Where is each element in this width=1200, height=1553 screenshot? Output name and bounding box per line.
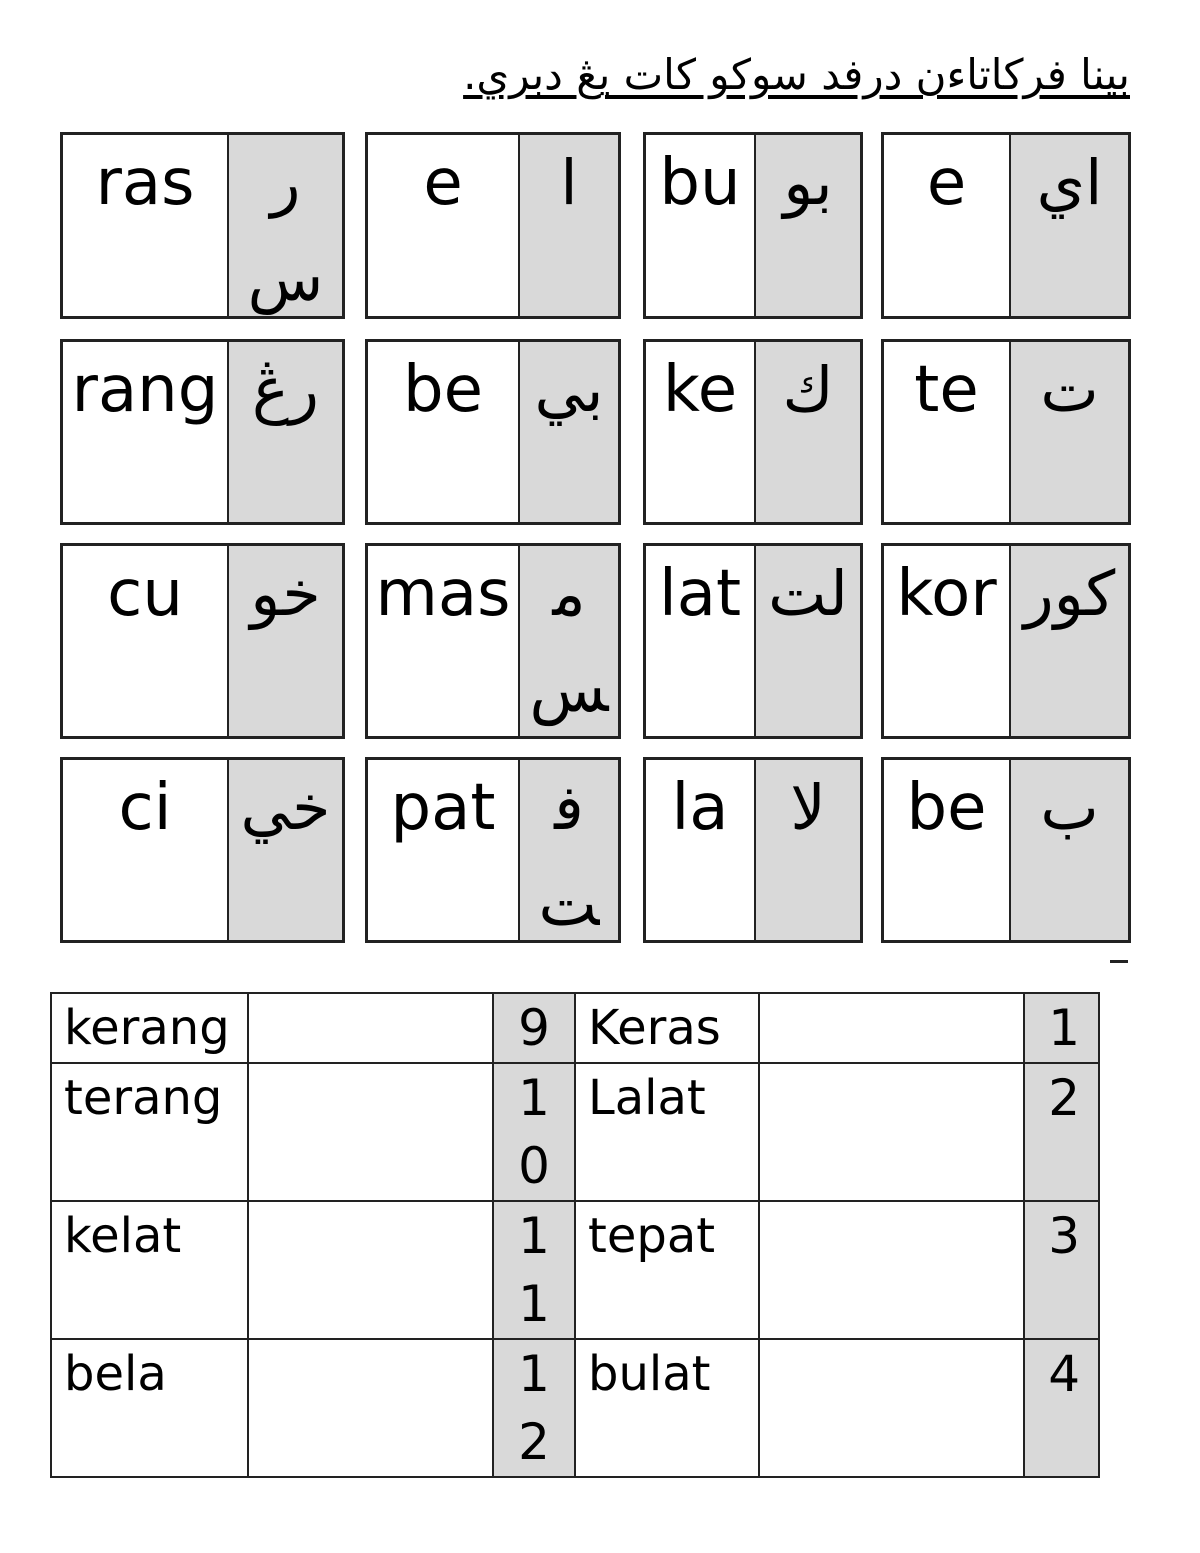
syllable-card (643, 757, 863, 943)
syllable-card (881, 339, 1131, 525)
right-word: bulat (575, 1339, 759, 1477)
syllable-jawi: فت (520, 760, 618, 940)
syllable-row (60, 543, 1132, 739)
syllable-card (60, 543, 345, 739)
syllable-card (365, 339, 621, 525)
separator-dash (1110, 960, 1128, 963)
syllable-rumi: e (368, 135, 520, 316)
syllable-jawi: لا (756, 760, 860, 940)
left-number: 12 (493, 1339, 575, 1477)
right-answer-blank[interactable] (759, 1339, 1024, 1477)
syllable-jawi: ا (520, 135, 618, 316)
word-answer-table (50, 992, 1100, 1478)
right-answer-blank[interactable] (759, 1063, 1024, 1201)
syllable-card (365, 757, 621, 943)
right-number: 4 (1024, 1339, 1099, 1477)
right-word: tepat (575, 1201, 759, 1339)
table-row (51, 993, 1099, 1063)
syllable-rumi: rang (63, 342, 229, 522)
syllable-card (365, 543, 621, 739)
right-number: 1 (1024, 993, 1099, 1063)
left-answer-blank[interactable] (248, 1339, 493, 1477)
syllable-rumi: e (884, 135, 1011, 316)
syllable-rumi: te (884, 342, 1011, 522)
syllable-rumi: ras (63, 135, 229, 316)
right-word: Keras (575, 993, 759, 1063)
left-word: kelat (51, 1201, 248, 1339)
syllable-rumi: mas (368, 546, 520, 736)
syllable-rumi: cu (63, 546, 229, 736)
syllable-rumi: ci (63, 760, 229, 940)
syllable-row (60, 757, 1132, 943)
syllable-jawi: رس (229, 135, 342, 316)
syllable-card (60, 339, 345, 525)
syllable-card (643, 132, 863, 319)
left-number: 11 (493, 1201, 575, 1339)
left-number: 9 (493, 993, 575, 1063)
syllable-grid (60, 132, 1132, 942)
syllable-row (60, 132, 1132, 319)
syllable-jawi: بي (520, 342, 618, 522)
table-row (51, 1063, 1099, 1201)
table-row (51, 1339, 1099, 1477)
left-answer-blank[interactable] (248, 1201, 493, 1339)
syllable-card (60, 132, 345, 319)
syllable-card (643, 339, 863, 525)
syllable-rumi: be (884, 760, 1011, 940)
syllable-rumi: la (646, 760, 756, 940)
syllable-row (60, 339, 1132, 525)
syllable-jawi: رڠ (229, 342, 342, 522)
table-row (51, 1201, 1099, 1339)
right-answer-blank[interactable] (759, 1201, 1024, 1339)
syllable-rumi: kor (884, 546, 1011, 736)
syllable-jawi: اي (1011, 135, 1128, 316)
left-word: bela (51, 1339, 248, 1477)
syllable-rumi: lat (646, 546, 756, 736)
left-number: 10 (493, 1063, 575, 1201)
syllable-rumi: be (368, 342, 520, 522)
syllable-jawi: بو (756, 135, 860, 316)
left-word: kerang (51, 993, 248, 1063)
right-number: 3 (1024, 1201, 1099, 1339)
syllable-jawi: ت (1011, 342, 1128, 522)
left-answer-blank[interactable] (248, 1063, 493, 1201)
syllable-jawi: ك (756, 342, 860, 522)
syllable-card (881, 132, 1131, 319)
syllable-jawi: خي (229, 760, 342, 940)
syllable-rumi: bu (646, 135, 756, 316)
syllable-jawi: خو (229, 546, 342, 736)
syllable-jawi: كور (1011, 546, 1128, 736)
syllable-card (881, 543, 1131, 739)
syllable-card (60, 757, 345, 943)
syllable-card (365, 132, 621, 319)
syllable-jawi: لت (756, 546, 860, 736)
syllable-jawi: ب (1011, 760, 1128, 940)
syllable-card (643, 543, 863, 739)
syllable-rumi: pat (368, 760, 520, 940)
right-number: 2 (1024, 1063, 1099, 1201)
right-answer-blank[interactable] (759, 993, 1024, 1063)
left-word: terang (51, 1063, 248, 1201)
right-word: Lalat (575, 1063, 759, 1201)
syllable-jawi: مس (520, 546, 618, 736)
syllable-card (881, 757, 1131, 943)
syllable-rumi: ke (646, 342, 756, 522)
left-answer-blank[interactable] (248, 993, 493, 1063)
page-title: بينا فركاتاءن درفد سوكو كات يڠ دبري. (463, 50, 1130, 99)
